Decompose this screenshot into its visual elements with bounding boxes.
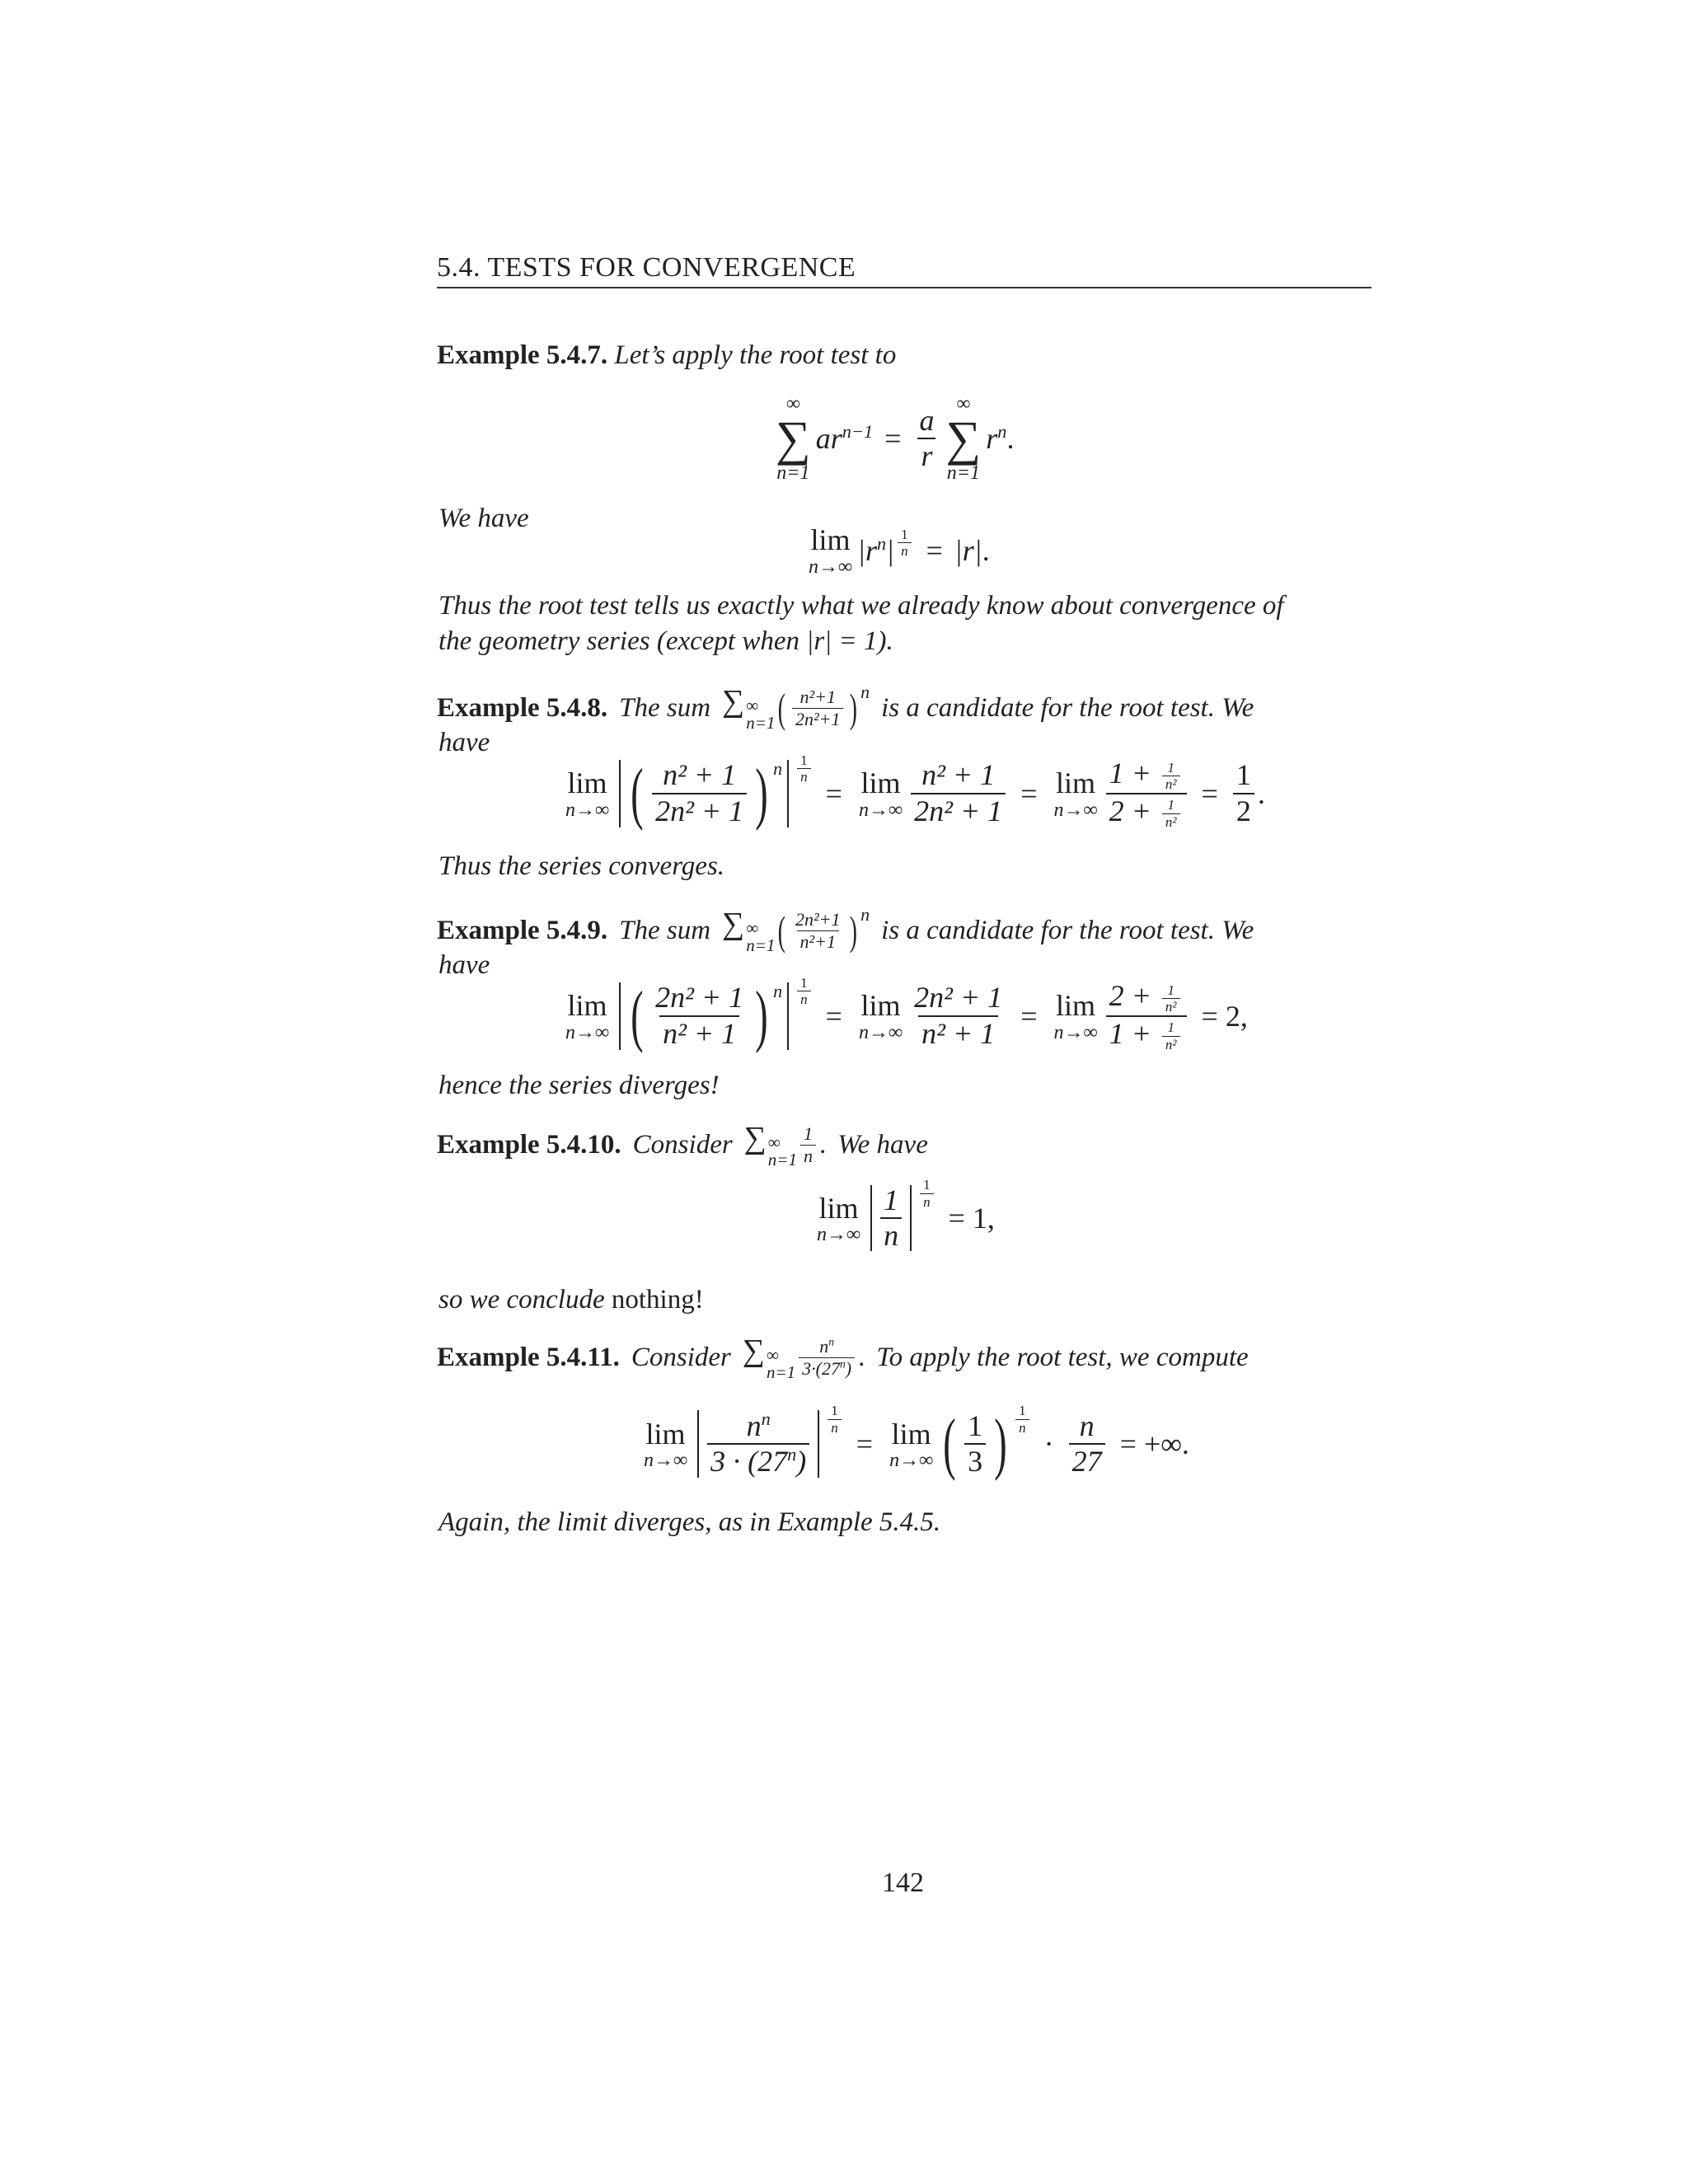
- example-5-4-7-conclusion-2: the geometry series (except when |r| = 1).: [438, 626, 893, 656]
- page-number: 142: [882, 1868, 924, 1898]
- example-text: is a candidate for the root test. We: [881, 915, 1254, 945]
- example-text: The sum: [619, 692, 711, 723]
- equation-harmonic-root: lim n→∞ $\frac{1}{n}$ $\frac{1}{n}$ = 1,: [817, 1177, 995, 1253]
- example-5-4-9-intro: Example 5.4.9. The sum ∑ ∞ n=1 ( $\frac{\text{2n²+1}}{\text{n²+1}}$ ) n is a candidate for the root test. We: [437, 903, 1254, 955]
- example-5-4-8-have: have: [438, 728, 490, 757]
- equation-root-test-5-4-8: lim n→∞ ( $\frac{\text{n² + 1}}{\text{2n² + 1}}$ ) n $\frac{1}{n}$ = lim n→∞ $\frac{\text{n² + 1}}{\text{2n² + 1}}$ = lim n→∞ 1 + $\frac{1}{\text{n²}}$ 2 + $\frac{1}{\text{n²}}$ = $\frac{1}{2}$ .: [565, 752, 1265, 832]
- example-5-4-7-intro: [437, 338, 896, 373]
- header-rule: [437, 287, 1372, 288]
- example-text: Let’s apply the root test to: [614, 340, 897, 370]
- example-5-4-11-intro: Example 5.4.11. Consider ∑ ∞ n=1 $\frac{n^n}{3\cdot(27^n)}$ . To apply the root test, we compute: [437, 1333, 1249, 1382]
- example-text: Consider: [632, 1129, 733, 1160]
- example-5-4-11-conclusion: Again, the limit diverges, as in Example 5.4.5.: [438, 1507, 941, 1537]
- example-label: Example 5.4.8.: [437, 692, 608, 723]
- example-label: Example 5.4.9.: [437, 915, 608, 945]
- example-5-4-10-intro: Example 5.4.10. Consider ∑ ∞ n=1 $\frac{1}{n}$ . We have: [437, 1121, 928, 1169]
- example-5-4-8-intro: Example 5.4.8. The sum ∑ ∞ n=1 ( $\frac{\text{n²+1}}{\text{2n²+1}}$ ) n is a candidate for the root test. We: [437, 681, 1254, 733]
- example-5-4-7-lead: We have: [438, 504, 529, 533]
- example-5-4-8-conclusion: Thus the series converges.: [438, 851, 725, 881]
- running-head: 5.4. TESTS FOR CONVERGENCE: [437, 252, 856, 283]
- example-text: Consider: [631, 1342, 731, 1372]
- equation-root-test-5-4-9: lim n→∞ ( $\frac{\text{2n² + 1}}{\text{n² + 1}}$ ) n $\frac{1}{n}$ = lim n→∞ $\frac{\text{2n² + 1}}{\text{n² + 1}}$ = lim n→∞ 2 + $\frac{1}{\text{n²}}$ 1 + $\frac{1}{\text{n²}}$ = 2,: [565, 974, 1248, 1054]
- example-label: Example 5.4.7.: [437, 340, 608, 370]
- example-5-4-9-conclusion: hence the series diverges!: [438, 1071, 720, 1100]
- example-text: To apply the root test, we compute: [876, 1342, 1249, 1372]
- example-5-4-10-conclusion: so we conclude nothing!: [438, 1285, 704, 1315]
- example-label: Example 5.4.10.: [437, 1129, 621, 1160]
- example-text: is a candidate for the root test. We: [881, 692, 1254, 723]
- equation-limit-r: lim n→∞ $|r^n|$ $\frac{1}{n}$ = |r| .: [809, 523, 990, 578]
- example-text: We have: [837, 1129, 928, 1160]
- example-5-4-9-have: have: [438, 950, 490, 980]
- example-text: The sum: [619, 915, 711, 945]
- equation-geometric-sum: ∞ ∑ n=1 $ar^{n-1}$ = $\frac{a}{r}$ ∞ ∑ n=1 $r^n$ .: [776, 393, 1015, 484]
- example-label: Example 5.4.11.: [437, 1342, 620, 1372]
- example-5-4-7-conclusion-1: Thus the root test tells us exactly what we already know about convergence of: [438, 591, 1284, 621]
- equation-root-test-5-4-11: lim n→∞ $\frac{n^n}{3 \cdot (27^n)}$ $\frac{1}{n}$ = lim n→∞ ( $\frac{1}{3}$ ) $\frac{1}{n}$ · $\frac{n}{27}$ = +∞.: [644, 1403, 1189, 1483]
